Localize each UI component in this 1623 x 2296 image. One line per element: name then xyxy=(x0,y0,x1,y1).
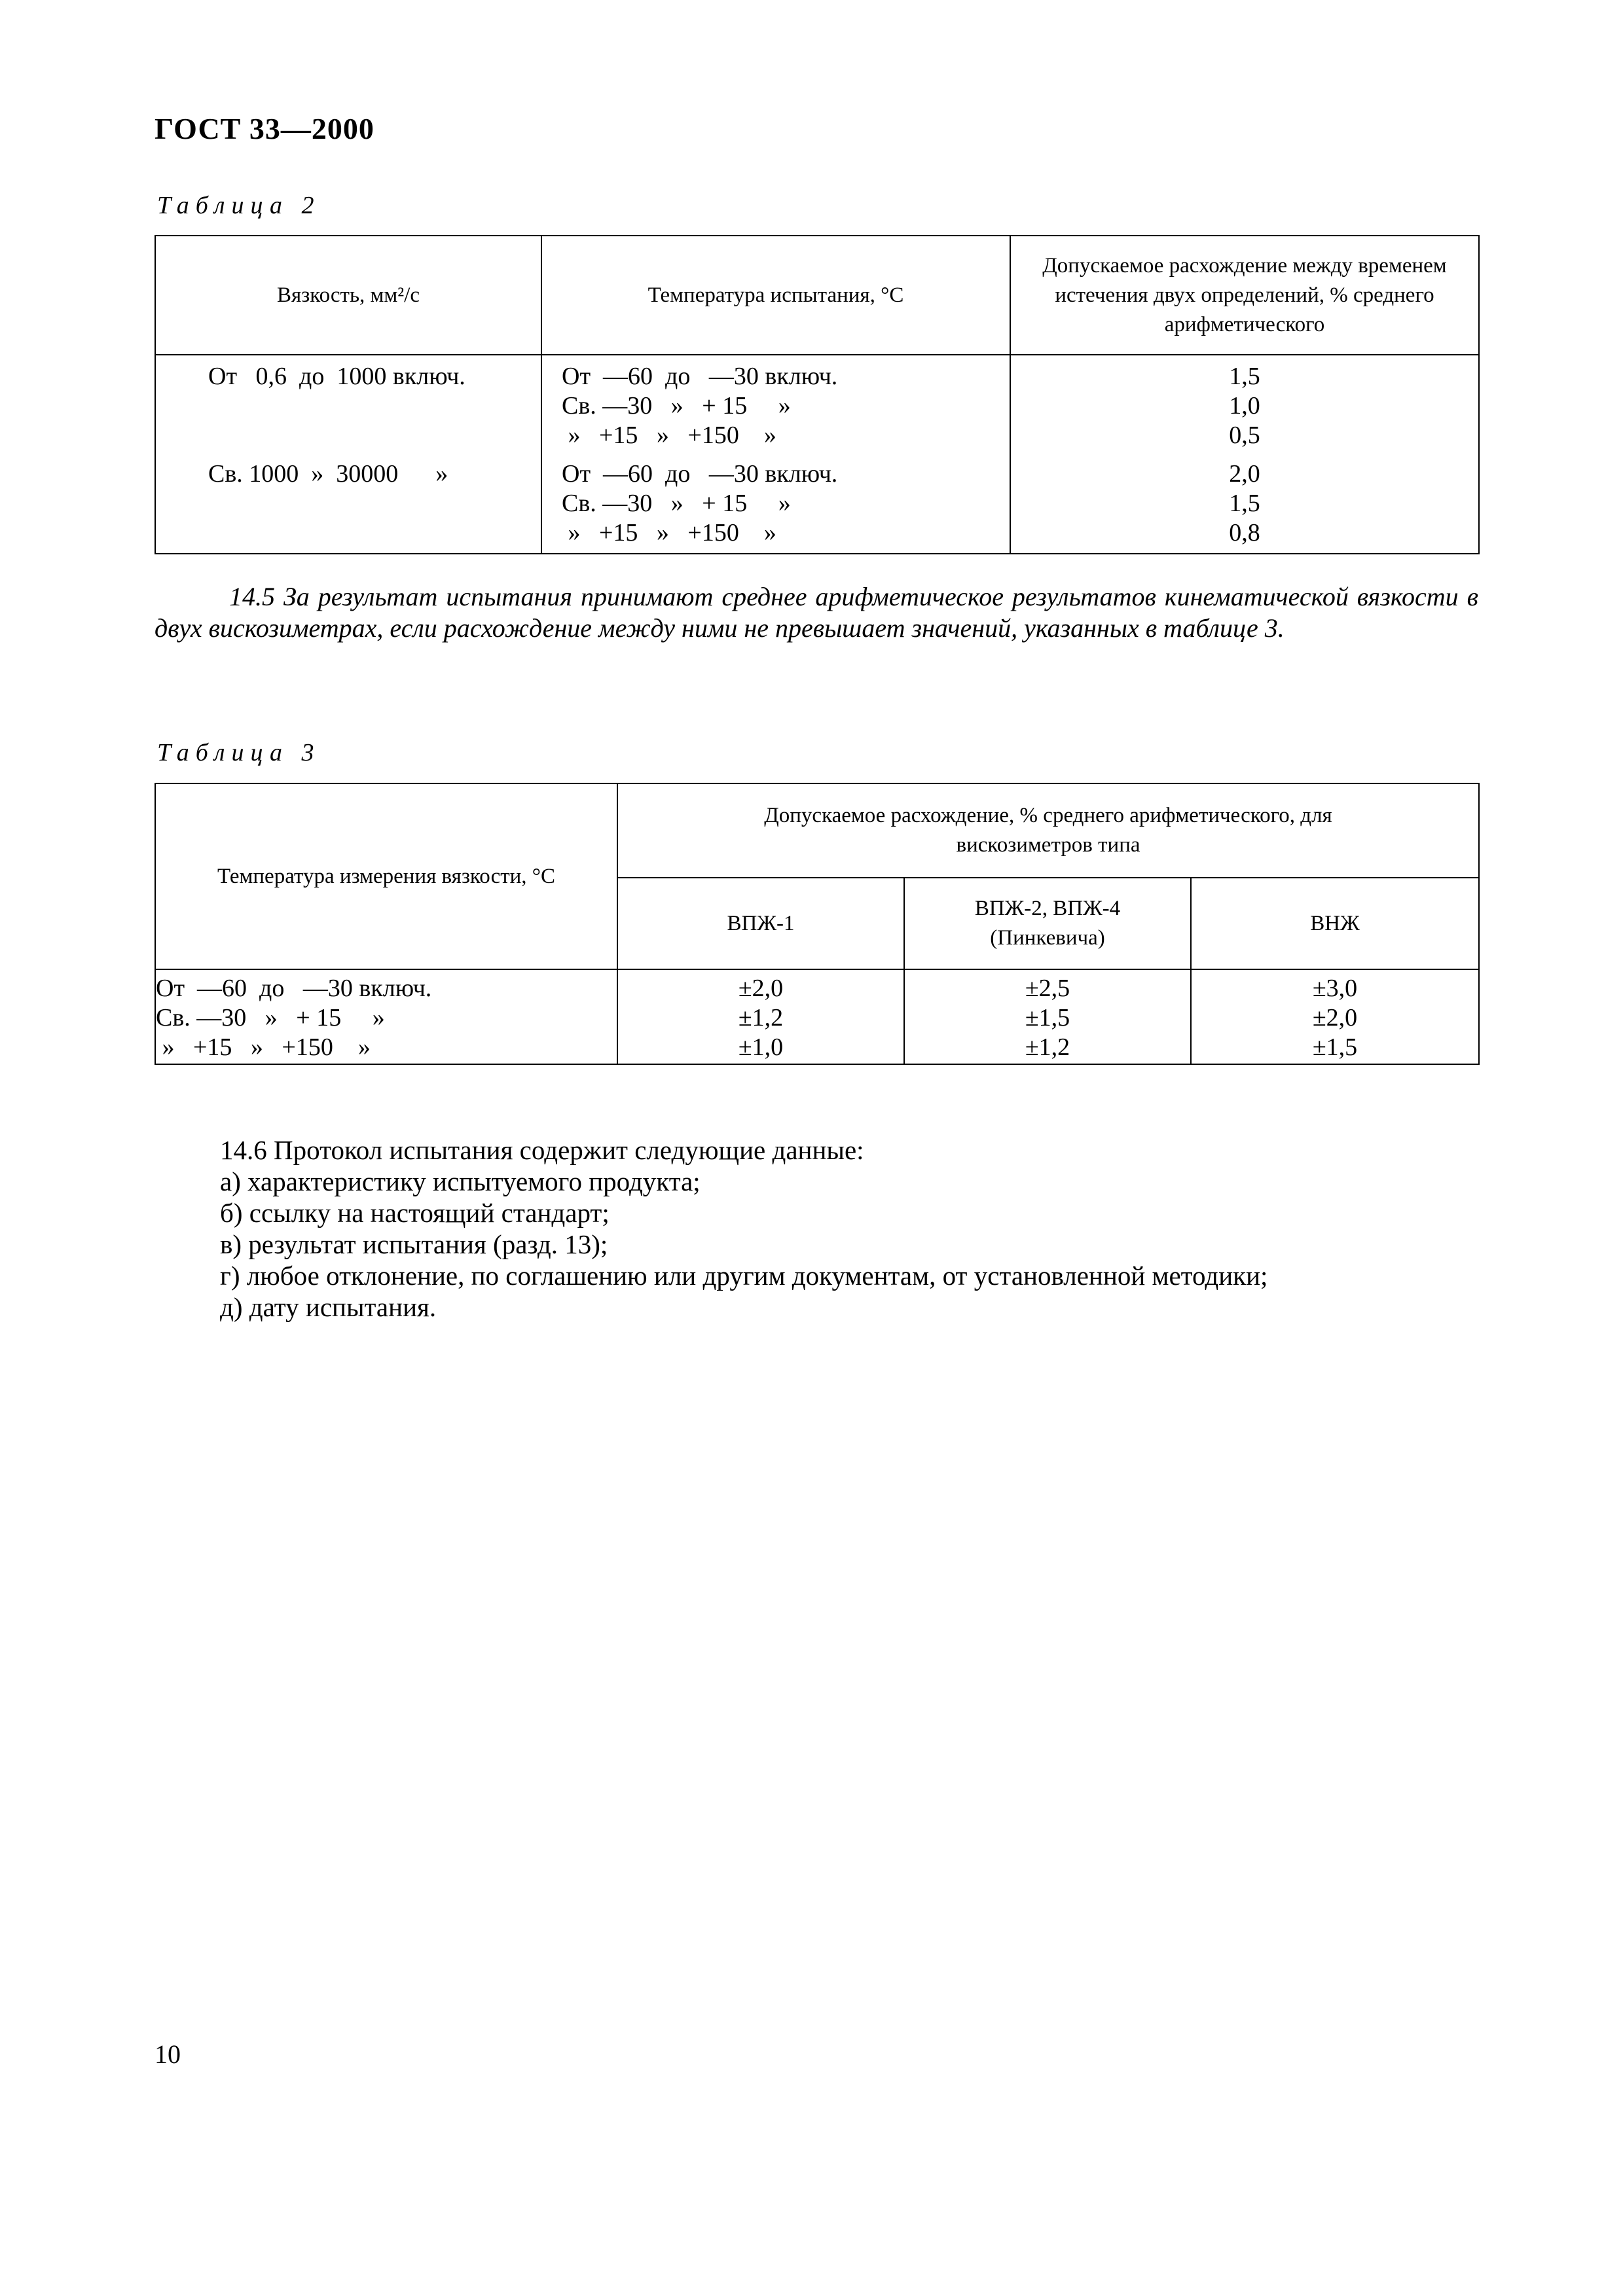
table-2-caption: Таблица 2 xyxy=(157,192,321,219)
list-item: в) результат испытания (разд. 13); xyxy=(220,1229,608,1259)
table-2-temp-range: Св. —30 » + 15 » xyxy=(562,392,791,420)
table-2-value: 1,5 xyxy=(1229,490,1260,517)
list-item: д) дату испытания. xyxy=(220,1292,437,1322)
table-3-temp-range: » +15 » +150 » xyxy=(156,1033,371,1061)
table-2-value-cell xyxy=(1010,355,1479,554)
table-2-value: 0,8 xyxy=(1229,519,1260,547)
list-item: б) ссылку на настоящий стандарт; xyxy=(220,1198,610,1228)
table-3-value: ±2,5 xyxy=(1025,975,1070,1002)
table-2-temperature-cell xyxy=(541,355,1010,554)
table-3-subheader-vpzh1 xyxy=(617,878,904,969)
table-3-temperature-cell xyxy=(155,969,617,1064)
table-3 xyxy=(155,783,1480,1065)
table-3-subheader-vpzh1-text: ВПЖ-1 xyxy=(727,911,795,935)
table-2-value: 2,0 xyxy=(1229,460,1260,488)
table-3-value: ±1,2 xyxy=(1025,1033,1070,1061)
table-3-vnzh-cell xyxy=(1191,969,1479,1064)
table-2-header-viscosity-text: Вязкость, мм²/с xyxy=(277,283,420,307)
table-3-header-temperature xyxy=(155,783,617,969)
table-2-value: 0,5 xyxy=(1229,422,1260,449)
table-2-viscosity-range: От 0,6 до 1000 включ. xyxy=(208,363,465,390)
page-number: 10 xyxy=(155,2039,181,2069)
table-2-header-discrepancy-text: Допускаемое расхождение между временем истечения двух определений, % среднего арифметического xyxy=(1042,253,1447,336)
table-3-header-group xyxy=(617,783,1479,878)
table-3-subheader-vnzh-text: ВНЖ xyxy=(1310,911,1360,935)
table-3-header-temperature-text: Температура измерения вязкости, °С xyxy=(217,864,556,888)
table-3-temp-range: Св. —30 » + 15 » xyxy=(156,1004,385,1031)
table-2-temp-range: От —60 до —30 включ. xyxy=(562,363,838,390)
table-3-value: ±2,0 xyxy=(738,975,784,1002)
table-3-value: ±2,0 xyxy=(1312,1004,1358,1031)
table-3-caption: Таблица 3 xyxy=(157,739,321,766)
table-3-subheader-vnzh xyxy=(1191,878,1479,969)
table-2-temp-range: От —60 до —30 включ. xyxy=(562,460,838,488)
table-3-value: ±1,0 xyxy=(738,1033,784,1061)
table-2-viscosity-cell xyxy=(155,355,541,554)
table-3-value: ±3,0 xyxy=(1312,975,1358,1002)
table-3-value: ±1,2 xyxy=(738,1004,784,1031)
table-2-header-temperature xyxy=(541,236,1010,355)
table-2-value: 1,5 xyxy=(1229,363,1260,390)
table-3-subheader-vpzh24-text: ВПЖ-2, ВПЖ-4 (Пинкевича) xyxy=(974,897,1121,950)
table-3-vpzh24-cell xyxy=(904,969,1191,1064)
table-3-vpzh1-cell xyxy=(617,969,904,1064)
table-2-value: 1,0 xyxy=(1229,392,1260,420)
table-2-temp-range: » +15 » +150 » xyxy=(562,422,776,449)
document-header: ГОСТ 33—2000 xyxy=(155,112,374,145)
table-2-header-temperature-text: Температура испытания, °С xyxy=(647,283,904,307)
list-item: а) характеристику испытуемого продукта; xyxy=(220,1166,701,1196)
table-2-temp-range: Св. —30 » + 15 » xyxy=(562,490,791,517)
table-2 xyxy=(155,235,1480,554)
table-3-value: ±1,5 xyxy=(1312,1033,1358,1061)
section-14-6 xyxy=(220,1134,1267,1323)
paragraph-14-5: 14.5 За результат испытания принимают среднее арифметическое результатов кинематической вязкости в двух вискозиметрах, если расхождение между ними не превышает значений, указанных в таблице 3. xyxy=(155,582,1478,643)
table-3-header-group-text: Допускаемое расхождение, % среднего арифметического, для вискозиметров типа xyxy=(764,804,1332,857)
table-2-temp-range: » +15 » +150 » xyxy=(562,519,776,547)
table-2-viscosity-range: Св. 1000 » 30000 » xyxy=(208,460,448,488)
table-2-header-discrepancy xyxy=(1010,236,1479,355)
section-14-6-intro: 14.6 Протокол испытания содержит следующие данные: xyxy=(220,1135,864,1165)
table-2-header-viscosity xyxy=(155,236,541,355)
table-3-subheader-vpzh24 xyxy=(904,878,1191,969)
list-item: г) любое отклонение, по соглашению или другим документам, от установленной методики; xyxy=(220,1261,1268,1291)
table-3-value: ±1,5 xyxy=(1025,1004,1070,1031)
table-3-temp-range: От —60 до —30 включ. xyxy=(156,975,432,1002)
